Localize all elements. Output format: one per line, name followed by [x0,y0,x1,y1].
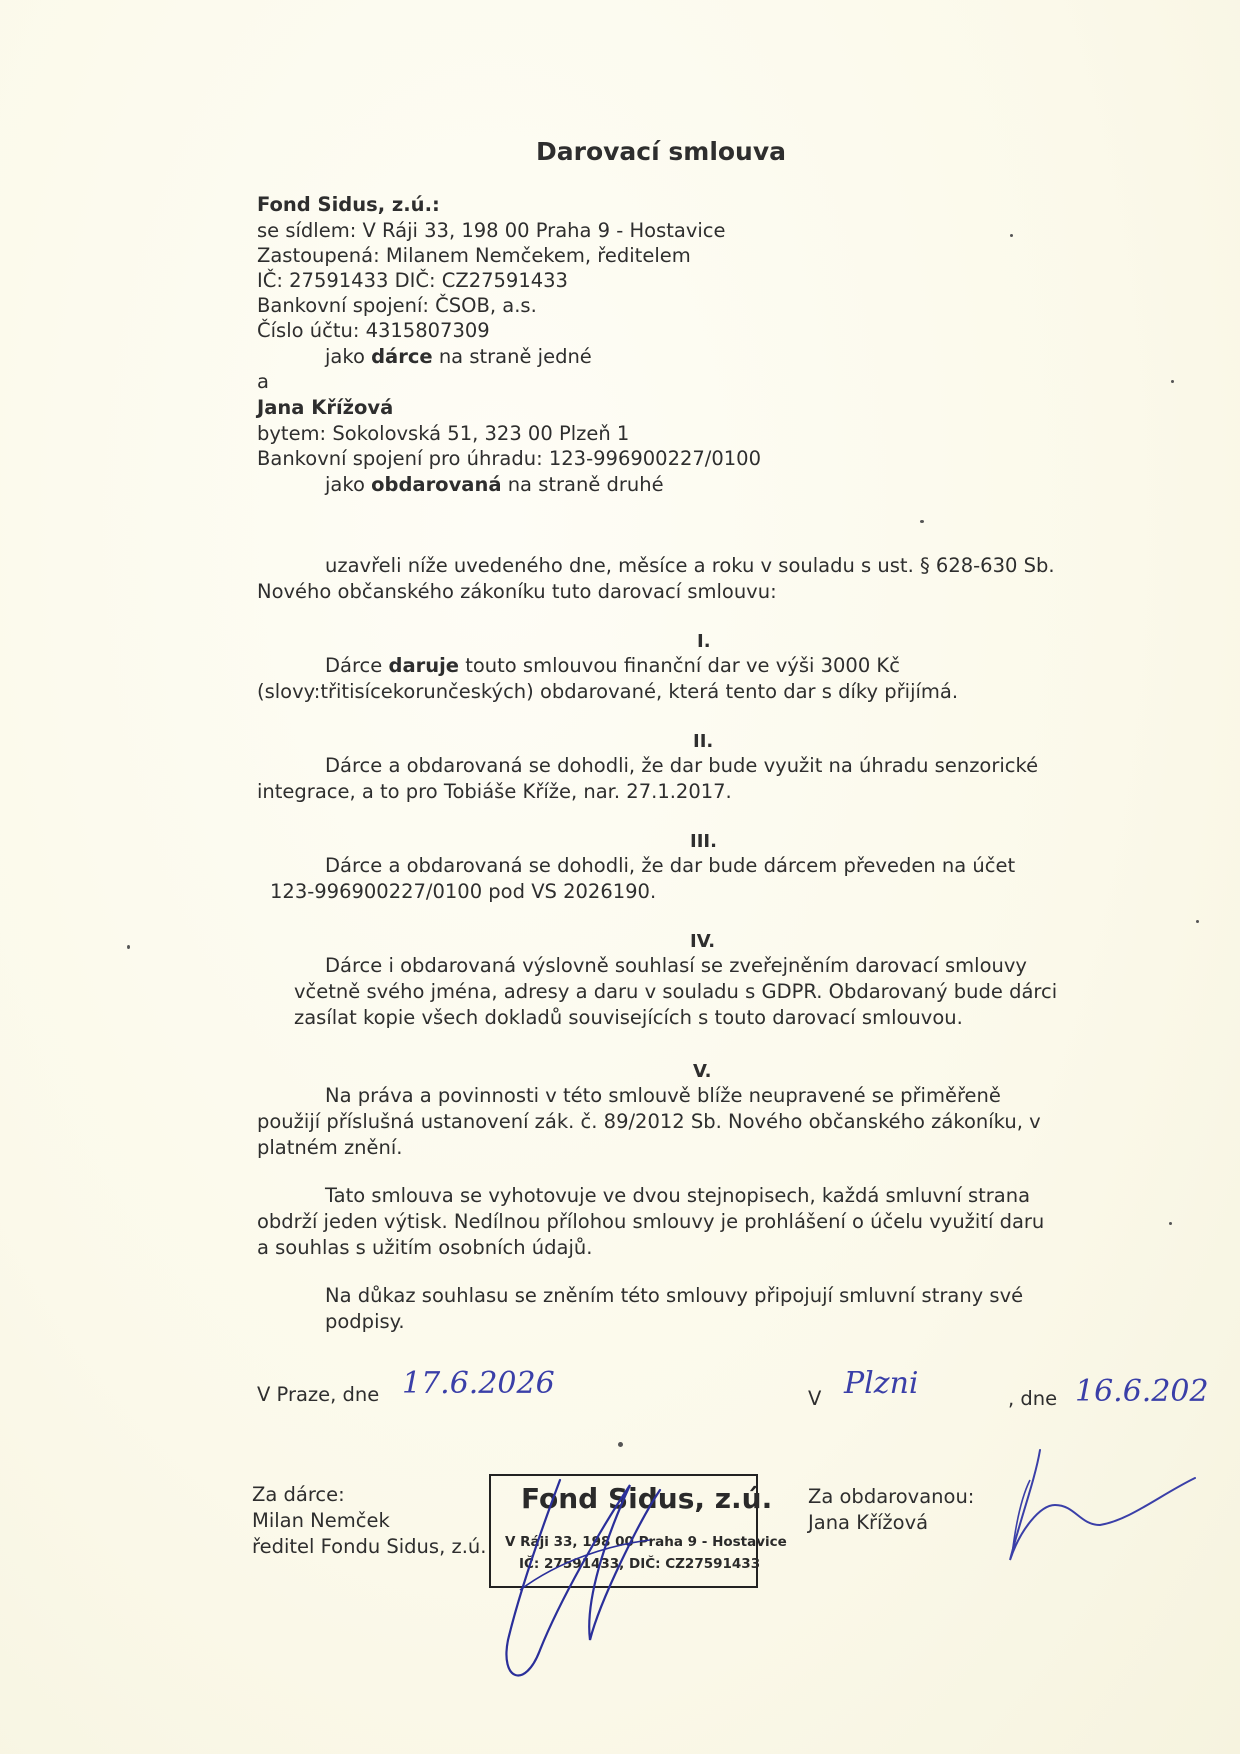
signatory-right-name: Jana Křížová [808,1511,929,1534]
scan-speck [920,520,924,523]
section-number-3: III. [690,831,717,852]
recipient-bank: Bankovní spojení pro úhradu: 123-996900227/0100 [257,447,761,470]
scan-speck [1196,920,1199,923]
place-date-left-label: V Praze, dne [257,1383,380,1406]
scan-speck [1171,380,1174,383]
section-number-2: II. [693,731,714,752]
signatory-left-title: ředitel Fondu Sidus, z.ú. [252,1535,487,1558]
copies-line-2: obdrží jeden výtisk. Nedílnou přílohou smlouvy je prohlášení o účelu využití daru [257,1210,1045,1233]
donor-bank: Bankovní spojení: ČSOB, a.s. [257,294,537,317]
section-3-line-2: 123-996900227/0100 pod VS 2026190. [270,880,657,903]
signatory-left-name: Milan Nemček [252,1509,390,1532]
stamp-ids: IČ: 27591433, DIČ: CZ27591433 [519,1556,761,1572]
donor-account: Číslo účtu: 4315807309 [257,319,490,342]
donor-representative: Zastoupená: Milanem Nemčekem, ředitelem [257,244,691,267]
stamp-name: Fond Sidus, z.ú. [521,1482,773,1515]
copies-line-3: a souhlas s užitím osobních údajů. [257,1236,593,1259]
place-right-prefix: V [808,1387,822,1410]
recipient-address: bytem: Sokolovská 51, 323 00 Plzeň 1 [257,422,630,445]
consent-line-2: podpisy. [325,1310,405,1333]
section-number-5: V. [693,1061,712,1082]
donor-address: se sídlem: V Ráji 33, 198 00 Praha 9 - Hostavice [257,219,726,242]
recipient-role: jako obdarovaná na straně druhé [325,473,664,496]
intro-line-2: Nového občanského zákoníku tuto darovací smlouvu: [257,580,777,603]
section-1-line-1: Dárce daruje touto smlouvou finanční dar ve výši 3000 Kč [325,654,900,677]
handwritten-place-right: Plzni [844,1366,919,1401]
section-number-1: I. [697,631,711,652]
recipient-name: Jana Křížová [257,396,394,419]
stamp-address: V Ráji 33, 198 00 Praha 9 - Hostavice [505,1534,787,1550]
section-4-line-1: Dárce i obdarovaná výslovně souhlasí se zveřejněním darovací smlouvy [325,954,1027,977]
signatory-left-label: Za dárce: [252,1483,345,1506]
document-title: Darovací smlouva [536,137,787,166]
section-3-line-1: Dárce a obdarovaná se dohodli, že dar bude dárcem převeden na účet [325,854,1016,877]
section-2-line-1: Dárce a obdarovaná se dohodli, že dar bude využit na úhradu senzorické [325,754,1039,777]
donor-role: jako dárce na straně jedné [325,345,592,368]
copies-line-1: Tato smlouva se vyhotovuje ve dvou stejnopisech, každá smluvní strana [325,1184,1031,1207]
handwritten-date-right: 16.6.202 [1075,1374,1209,1409]
donor-ids: IČ: 27591433 DIČ: CZ27591433 [257,269,568,292]
section-5-line-3: platném znění. [257,1136,403,1159]
scan-speck [1010,234,1013,237]
section-5-line-1: Na práva a povinnosti v této smlouvě blíže neupravené se přiměřeně [325,1084,1001,1107]
consent-line-1: Na důkaz souhlasu se zněním této smlouvy připojují smluvní strany své [325,1284,1024,1307]
scan-speck [1169,1222,1172,1225]
handwritten-date-left: 17.6.2026 [402,1366,555,1401]
and-word: a [257,370,269,393]
section-number-4: IV. [690,931,716,952]
section-4-line-2: včetně svého jména, adresy a daru v souladu s GDPR. Obdarovaný bude dárci [294,980,1058,1003]
signatory-right-label: Za obdarovanou: [808,1485,975,1508]
scan-speck [127,945,130,949]
section-4-line-3: zasílat kopie všech dokladů souvisejících s touto darovací smlouvou. [294,1006,963,1029]
section-1-line-2: (slovy:třitisícekorunčeských) obdarované, která tento dar s díky přijímá. [257,680,959,703]
scan-speck [618,1442,623,1447]
section-5-line-2: použijí příslušná ustanovení zák. č. 89/2012 Sb. Nového občanského zákoníku, v [257,1110,1041,1133]
donor-name: Fond Sidus, z.ú.: [257,193,440,216]
intro-line-1: uzavřeli níže uvedeného dne, měsíce a roku v souladu s ust. § 628-630 Sb. [325,554,1055,577]
date-right-label: , dne [1008,1387,1058,1410]
section-2-line-2: integrace, a to pro Tobiáše Kříže, nar. 27.1.2017. [257,780,732,803]
